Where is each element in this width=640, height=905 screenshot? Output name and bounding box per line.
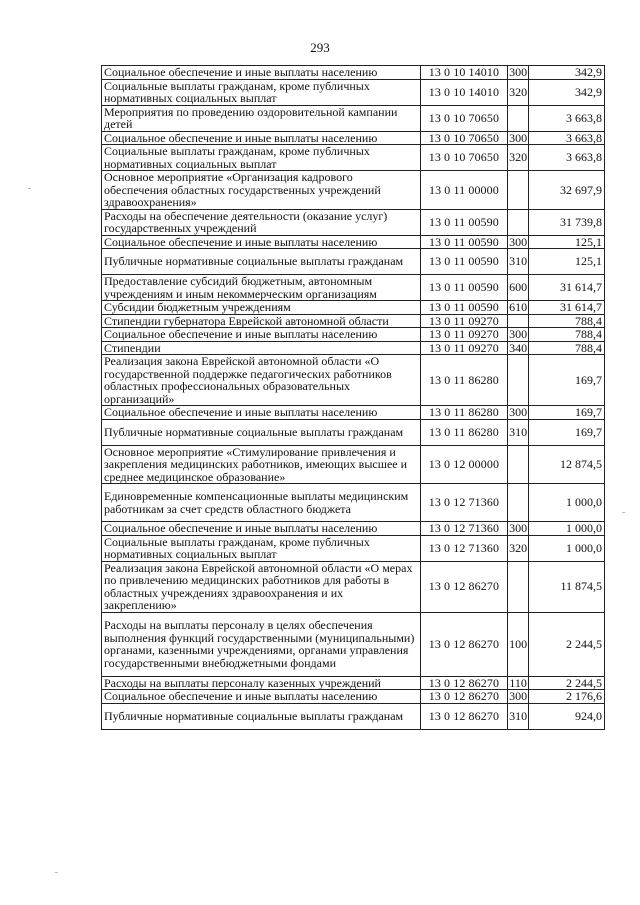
page-number: 293: [310, 40, 330, 55]
row-type-cell: 300: [509, 235, 528, 249]
table-row: [102, 522, 605, 536]
row-name-cell: Мероприятия по проведению оздоровительной кампании детей: [102, 105, 421, 131]
row-name-cell: Социальное обеспечение и иные выплаты населению: [102, 328, 421, 342]
table-row: [102, 171, 605, 210]
table-row: [102, 301, 605, 315]
row-sum-cell: 342,9: [529, 79, 605, 105]
table-row: [102, 419, 605, 445]
row-sum-cell: 342,9: [529, 66, 605, 80]
row-code-cell: 13 0 12 86270: [420, 561, 507, 612]
row-name-cell: Стипендии губернатора Еврейской автономной области: [102, 314, 421, 328]
table-row: [102, 690, 605, 704]
row-name-cell: Расходы на выплаты персоналу казенных учреждений: [102, 676, 421, 690]
row-code-cell: 13 0 10 70650: [420, 105, 507, 131]
row-code-cell: 13 0 12 86270: [420, 676, 507, 690]
row-sum-cell: 31 614,7: [529, 301, 605, 315]
row-type-cell: 100: [507, 612, 528, 676]
table-row: [102, 328, 605, 342]
row-sum-cell: 924,0: [529, 703, 605, 729]
table-row: [102, 275, 605, 301]
table-row: [102, 66, 605, 80]
row-code-cell: 13 0 11 86280: [420, 406, 507, 420]
table-row: [102, 406, 605, 420]
scan-speck: [55, 872, 58, 873]
row-code-cell: 13 0 11 86280: [420, 355, 507, 406]
row-type-cell: 300: [509, 65, 528, 79]
table-row: [102, 341, 605, 355]
row-sum-cell: 169,7: [529, 406, 605, 420]
row-type-cell: 300: [509, 521, 528, 535]
row-sum-cell: 31 739,8: [529, 209, 605, 235]
row-sum-cell: 1 000,0: [529, 484, 605, 522]
table-row: [102, 79, 605, 105]
table-row: [102, 445, 605, 484]
row-code-cell: 13 0 10 14010: [420, 79, 507, 105]
table-row: [102, 535, 605, 561]
row-code-cell: 13 0 10 14010: [420, 66, 507, 80]
row-sum-cell: 12 874,5: [529, 445, 605, 484]
row-code-cell: 13 0 11 00590: [420, 235, 507, 249]
row-type-cell: 300: [509, 405, 528, 419]
row-code-cell: 13 0 11 09270: [420, 314, 507, 328]
row-sum-cell: 169,7: [529, 355, 605, 406]
row-sum-cell: 31 614,7: [529, 275, 605, 301]
row-name-cell: Реализация закона Еврейской автономной области «О государственной поддержке педагогических работников областных профессиональных образовательных организаций»: [102, 355, 421, 406]
row-code-cell: 13 0 10 70650: [420, 131, 507, 145]
row-sum-cell: 125,1: [529, 235, 605, 249]
row-name-cell: Социальное обеспечение и иные выплаты населению: [102, 522, 421, 536]
scan-speck: [28, 188, 31, 189]
row-code-cell: 13 0 11 86280: [420, 419, 507, 445]
row-name-cell: Социальные выплаты гражданам, кроме публичных нормативных социальных выплат: [102, 145, 421, 171]
table-row: [102, 235, 605, 249]
table-row: [102, 561, 605, 612]
row-sum-cell: 3 663,8: [529, 105, 605, 131]
row-code-cell: 13 0 12 71360: [420, 535, 507, 561]
row-code-cell: 13 0 11 09270: [420, 328, 507, 342]
row-type-cell: [507, 171, 528, 210]
row-code-cell: 13 0 11 09270: [420, 341, 507, 355]
row-name-cell: Социальное обеспечение и иные выплаты населению: [102, 131, 421, 145]
row-type-cell: 320: [507, 145, 528, 171]
row-type-cell: 300: [509, 689, 528, 703]
row-name-cell: Субсидии бюджетным учреждениям: [102, 301, 421, 315]
row-code-cell: 13 0 12 86270: [420, 690, 507, 704]
row-code-cell: 13 0 12 71360: [420, 484, 507, 522]
row-name-cell: Реализация закона Еврейской автономной области «О мерах по привлечению медицинских работников для работы в областных учреждениях здравоохранения и их закреплению»: [102, 561, 421, 612]
row-code-cell: 13 0 11 00590: [420, 275, 507, 301]
table-row: [102, 131, 605, 145]
row-type-cell: [507, 105, 528, 131]
row-name-cell: Предоставление субсидий бюджетным, автономным учреждениям и иным некоммерческим организациям: [102, 275, 421, 301]
row-type-cell: [507, 484, 528, 522]
row-name-cell: Социальное обеспечение и иные выплаты населению: [102, 235, 421, 249]
row-type-cell: 310: [507, 249, 528, 275]
table-row: [102, 355, 605, 406]
row-name-cell: Публичные нормативные социальные выплаты гражданам: [102, 419, 421, 445]
row-name-cell: Расходы на обеспечение деятельности (оказание услуг) государственных учреждений: [102, 209, 421, 235]
table-row: [102, 612, 605, 676]
row-name-cell: Социальное обеспечение и иные выплаты населению: [102, 690, 421, 704]
row-name-cell: Публичные нормативные социальные выплаты гражданам: [102, 703, 421, 729]
row-code-cell: 13 0 12 00000: [420, 445, 507, 484]
table-row: [102, 676, 605, 690]
row-name-cell: Стипендии: [102, 341, 421, 355]
row-code-cell: 13 0 11 00590: [420, 249, 507, 275]
row-sum-cell: 788,4: [529, 341, 605, 355]
row-name-cell: Социальное обеспечение и иные выплаты населению: [102, 406, 421, 420]
row-type-cell: 320: [507, 79, 528, 105]
row-code-cell: 13 0 11 00000: [420, 171, 507, 210]
row-sum-cell: 2 176,6: [529, 690, 605, 704]
row-sum-cell: 2 244,5: [529, 612, 605, 676]
row-name-cell: Основное мероприятие «Организация кадрового обеспечения областных государственных учреждений здравоохранения»: [102, 171, 421, 210]
row-type-cell: [507, 445, 528, 484]
table-row: [102, 209, 605, 235]
table-row: [102, 145, 605, 171]
row-name-cell: Публичные нормативные социальные выплаты гражданам: [102, 249, 421, 275]
row-code-cell: 13 0 12 86270: [420, 703, 507, 729]
table-row: [102, 314, 605, 328]
row-type-cell: 340: [509, 341, 528, 355]
table-row: [102, 249, 605, 275]
row-code-cell: 13 0 11 00590: [420, 209, 507, 235]
row-name-cell: Социальное обеспечение и иные выплаты населению: [102, 66, 421, 80]
table-row: [102, 484, 605, 522]
row-type-cell: [507, 209, 528, 235]
table-row: [102, 703, 605, 729]
row-sum-cell: 3 663,8: [529, 145, 605, 171]
row-type-cell: 310: [507, 703, 528, 729]
row-name-cell: Расходы на выплаты персоналу в целях обеспечения выполнения функций государственными (муниципальными) органами, казенными учреждениями, органами управления государственными внебюджетными фондами: [102, 612, 421, 676]
row-sum-cell: 3 663,8: [529, 131, 605, 145]
row-name-cell: Единовременные компенсационные выплаты медицинским работникам за счет средств областного бюджета: [102, 484, 421, 522]
row-sum-cell: 788,4: [529, 328, 605, 342]
row-sum-cell: 788,4: [529, 314, 605, 328]
row-code-cell: 13 0 10 70650: [420, 145, 507, 171]
row-sum-cell: 11 874,5: [529, 561, 605, 612]
row-sum-cell: 2 244,5: [529, 676, 605, 690]
row-type-cell: 110: [509, 676, 527, 690]
row-type-cell: 310: [507, 419, 528, 445]
row-type-cell: [507, 314, 528, 328]
row-name-cell: Социальные выплаты гражданам, кроме публичных нормативных социальных выплат: [102, 535, 421, 561]
row-sum-cell: 125,1: [529, 249, 605, 275]
table-row: [102, 105, 605, 131]
row-sum-cell: 1 000,0: [529, 535, 605, 561]
row-type-cell: 300: [509, 131, 528, 145]
row-code-cell: 13 0 12 86270: [420, 612, 507, 676]
row-sum-cell: 1 000,0: [529, 522, 605, 536]
row-type-cell: [507, 355, 528, 406]
row-type-cell: 320: [507, 535, 528, 561]
row-sum-cell: 32 697,9: [529, 171, 605, 210]
row-name-cell: Социальные выплаты гражданам, кроме публичных нормативных социальных выплат: [102, 79, 421, 105]
row-type-cell: 610: [509, 300, 528, 314]
row-type-cell: 600: [507, 275, 528, 301]
scan-speck: [622, 512, 625, 513]
table-body: [102, 66, 605, 730]
row-code-cell: 13 0 12 71360: [420, 522, 507, 536]
row-name-cell: Основное мероприятие «Стимулирование привлечения и закрепления медицинских работников, имеющих высшее и среднее медицинское образование»: [102, 445, 421, 484]
row-type-cell: 300: [509, 327, 528, 341]
budget-table: [101, 65, 605, 730]
row-sum-cell: 169,7: [529, 419, 605, 445]
row-type-cell: [507, 561, 528, 612]
row-code-cell: 13 0 11 00590: [420, 301, 507, 315]
